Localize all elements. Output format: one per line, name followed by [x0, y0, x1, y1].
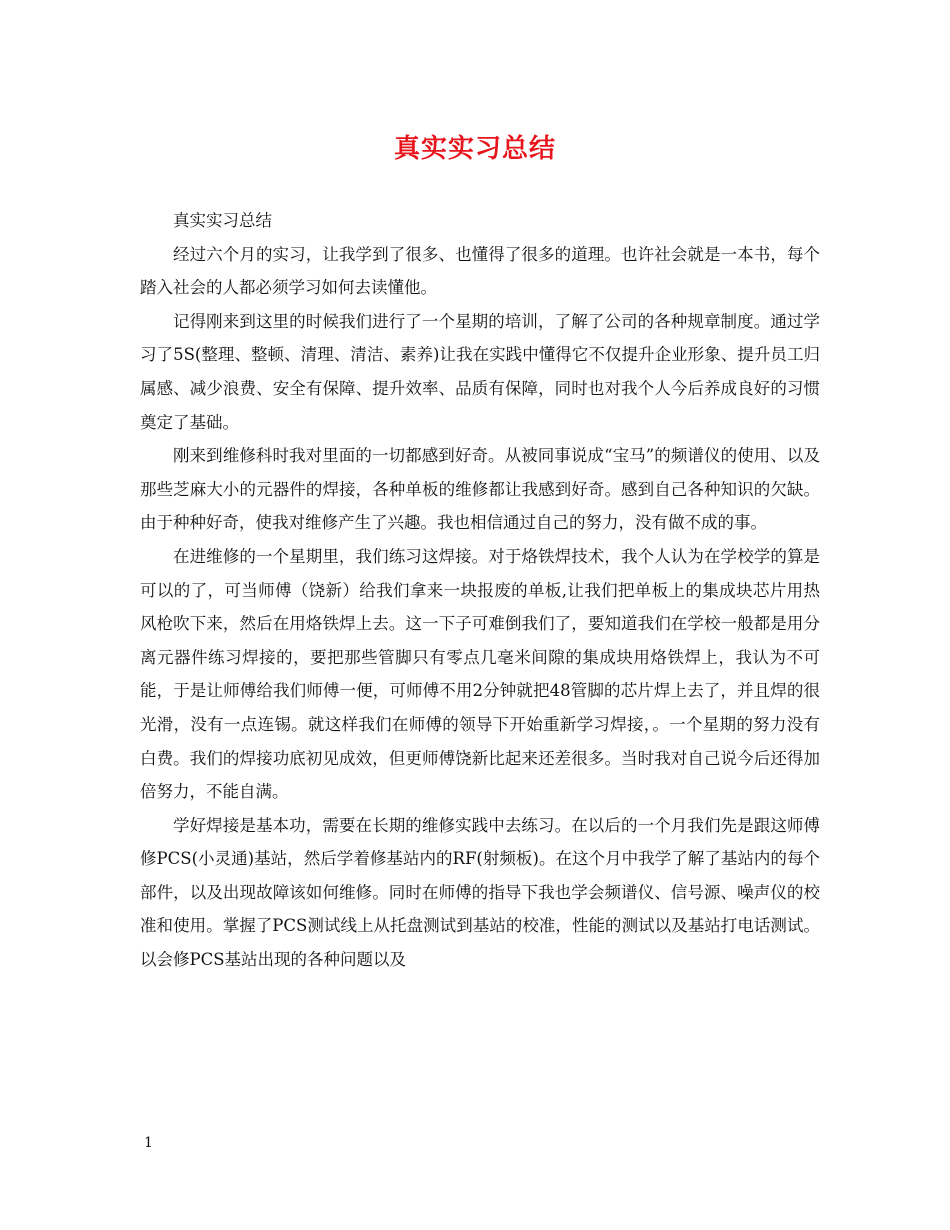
paragraph: 经过六个月的实习，让我学到了很多、也懂得了很多的道理。也许社会就是一本书，每个踏入社会的人都必须学习如何去读懂他。 [140, 244, 820, 298]
document-title: 真实实习总结 [393, 134, 556, 164]
paragraph: 学好焊接是基本功，需要在长期的维修实践中去练习。在以后的一个月我们先是跟这师傅修PCS(小灵通)基站，然后学着修基站内的RF(射频板)。在这个月中我学了解了基站内的每个部件，以及出现故障该如何维修。同时在师傅的指导下我也学会频谱仪、信号源、噪声仪的校准和使用。掌握了PCS测试线上从托盘测试到基站的校准，性能的测试以及基站打电话测试。以会修PCS基站出现的各种问题以及 [140, 815, 820, 970]
paragraph: 记得刚来到这里的时候我们进行了一个星期的培训，了解了公司的各种规章制度。通过学习了5S(整理、整顿、清理、清洁、素养)让我在实践中懂得它不仅提升企业形象、提升员工归属感、减少浪费、安全有保障、提升效率、品质有保障，同时也对我个人今后养成良好的习惯奠定了基础。 [140, 311, 820, 432]
paragraph: 刚来到维修科时我对里面的一切都感到好奇。从被同事说成“宝马”的频谱仪的使用、以及那些芝麻大小的元器件的焊接，各种单板的维修都让我感到好奇。感到自己各种知识的欠缺。由于种种好奇，使我对维修产生了兴趣。我也相信通过自己的努力，没有做不成的事。 [140, 446, 820, 533]
paragraph-heading: 真实实习总结 [173, 211, 272, 230]
document-body [140, 204, 820, 977]
paragraph: 在进维修的一个星期里，我们练习这焊接。对于烙铁焊技术，我个人认为在学校学的算是可以的了，可当师傅（饶新）给我们拿来一块报废的单板,让我们把单板上的集成块芯片用热风枪吹下来，然后在用烙铁焊上去。这一下子可难倒我们了，要知道我们在学校一般都是用分离元器件练习焊接的，要把那些管脚只有零点几毫米间隙的集成块用烙铁焊上，我认为不可能，于是让师傅给我们师傅一便，可师傅不用2分钟就把48管脚的芯片焊上去了，并且焊的很光滑，没有一点连锡。就这样我们在师傅的领导下开始重新学习焊接，。一个星期的努力没有白费。我们的焊接功底初见成效，但更师傅饶新比起来还差很多。当时我对自己说今后还得加倍努力，不能自满。 [140, 546, 820, 802]
page-number: 1 [144, 1135, 153, 1151]
